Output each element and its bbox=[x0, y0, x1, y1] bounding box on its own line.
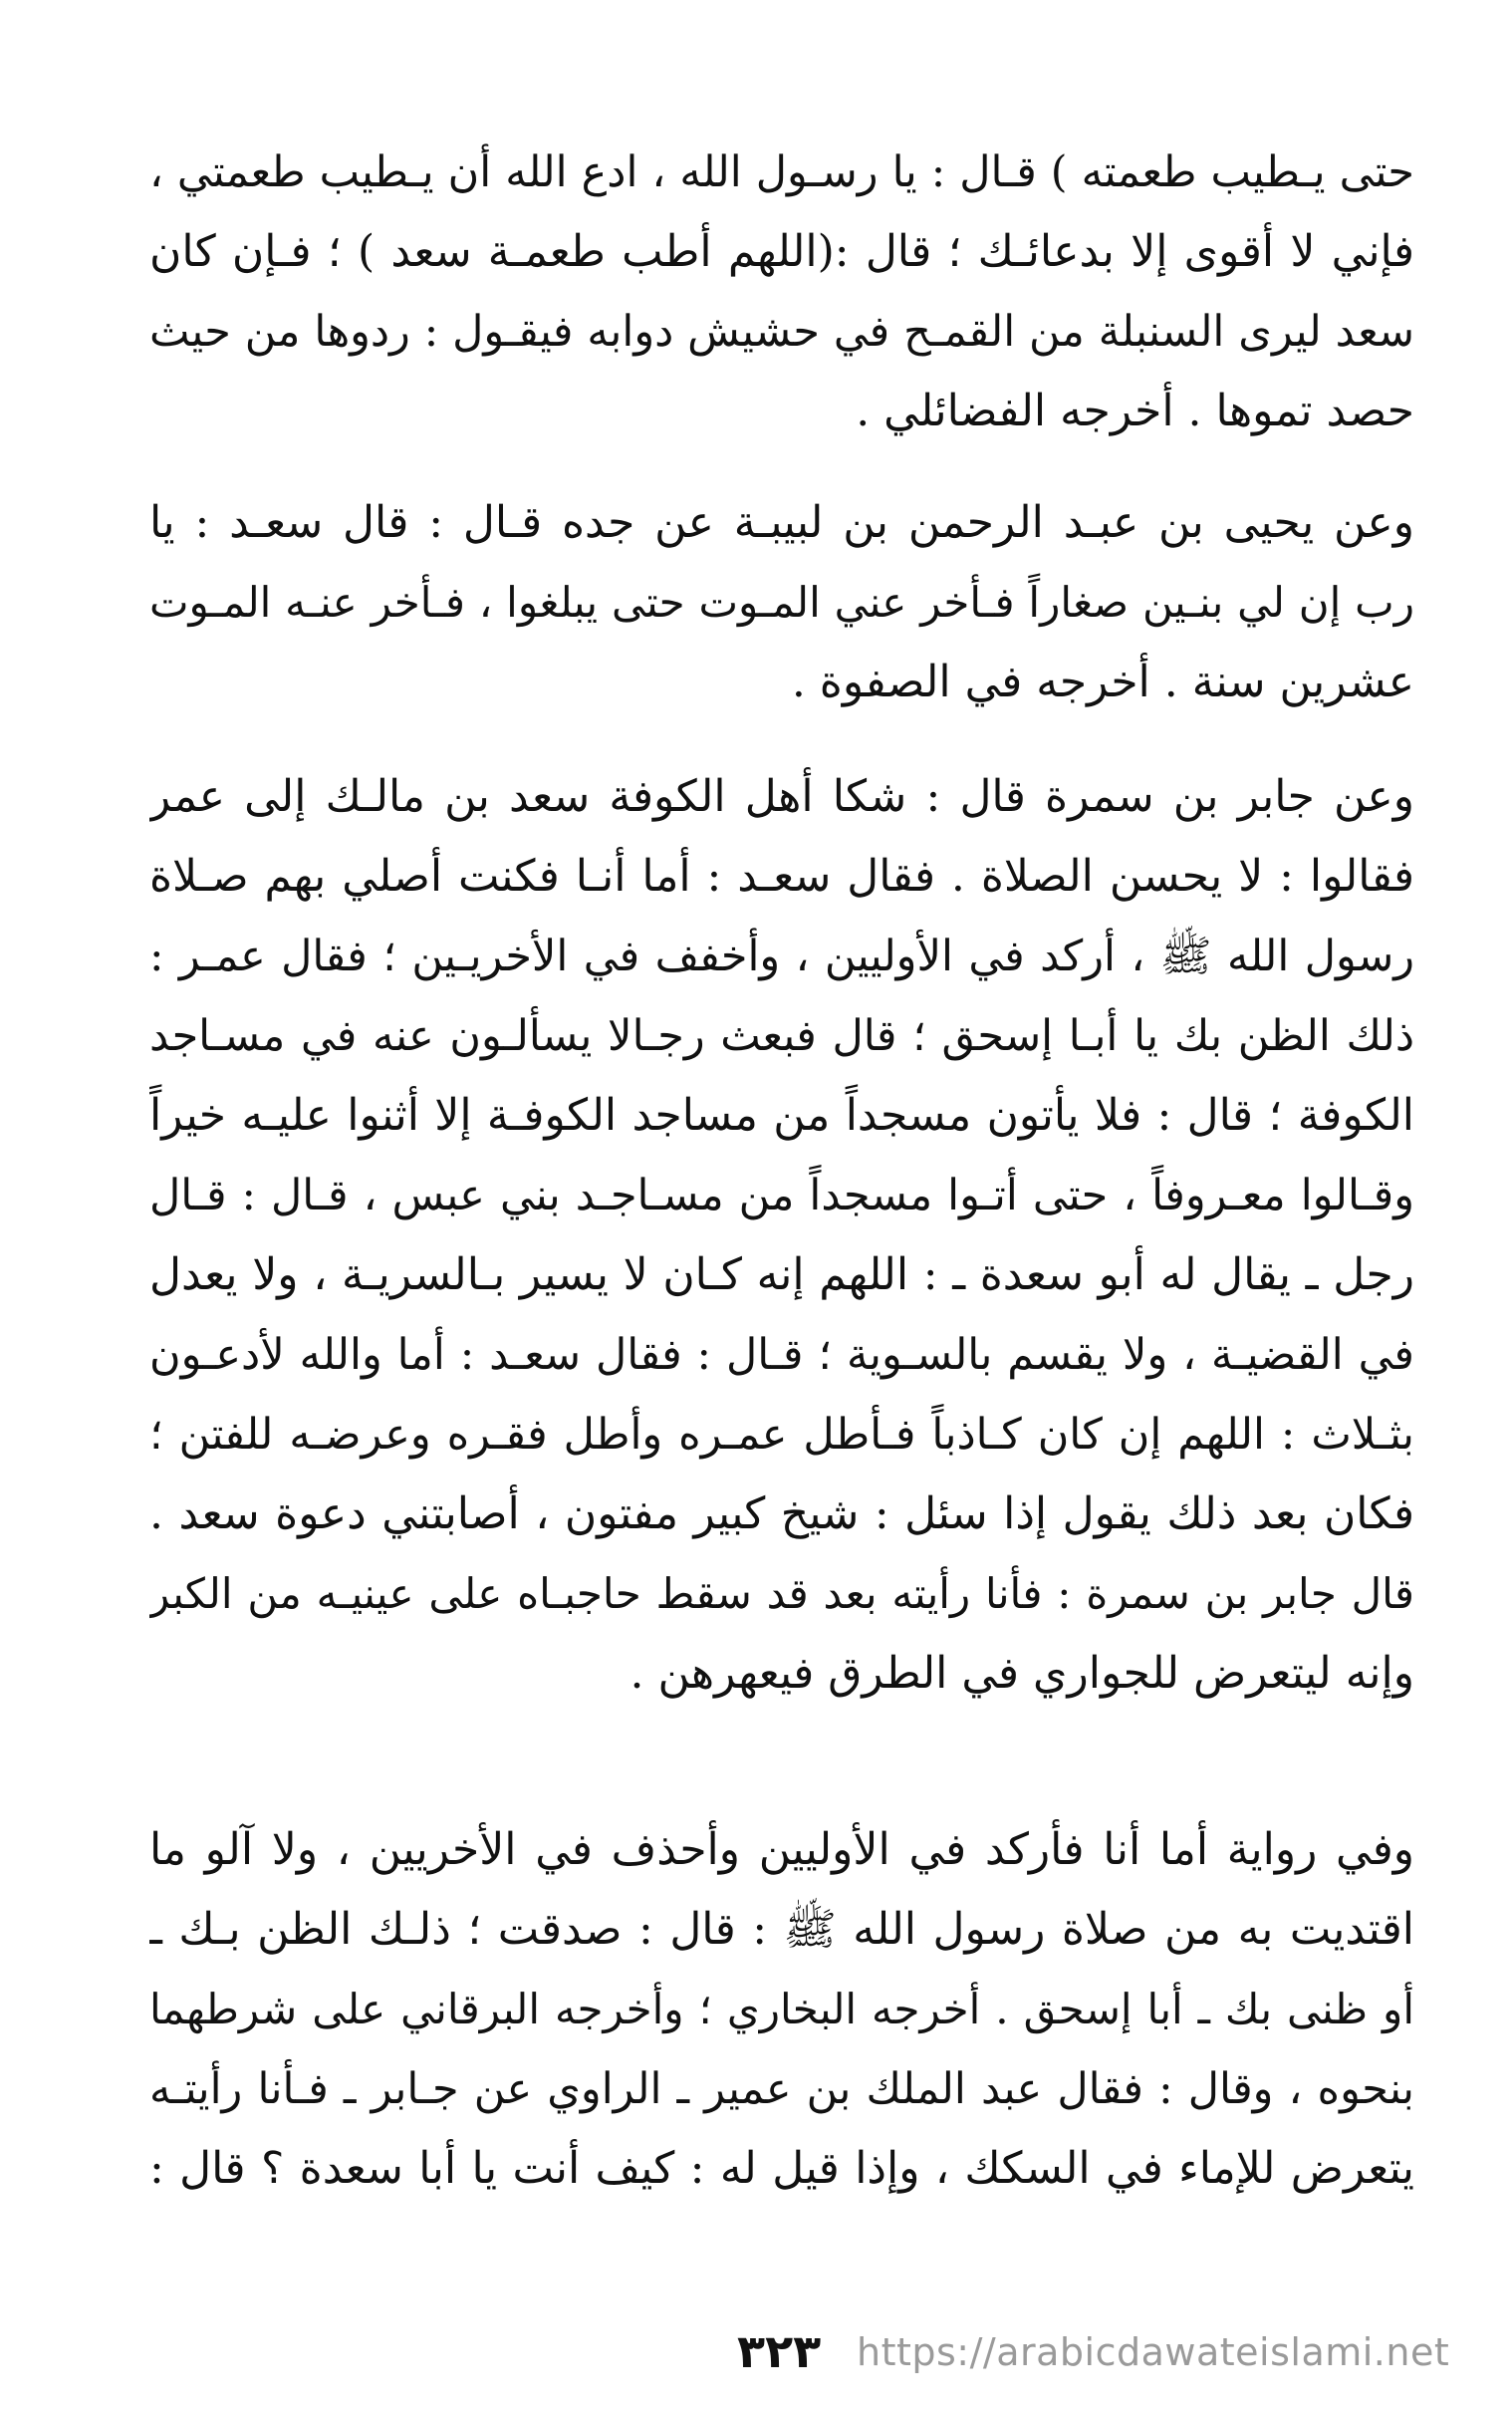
text-line: سعد ليرى السنبلة من القمـح في حشيش دوابه فيقـول : ردوها من حيث bbox=[149, 307, 1414, 357]
text-line: وقـالوا معـروفاً ، حتى أتـوا مسجداً من مسـاجـد بني عبس ، قـال : قـال bbox=[149, 1171, 1414, 1220]
text-line: ذلك الظن بك يا أبـا إسحق ؛ قال فبعث رجـالا يسألـون عنه في مسـاجد bbox=[149, 1011, 1414, 1061]
text-line: يتعرض للإماء في السكك ، وإذا قيل له : كيف أنت يا أبا سعدة ؟ قال : bbox=[149, 2143, 1414, 2194]
text-line: في القضيـة ، ولا يقسم بالسـوية ؛ قـال : فقال سعـد : أما والله لأدعـون bbox=[149, 1330, 1414, 1380]
text-line: أو ظنى بك ـ أبا إسحق . أخرجه البخاري ؛ وأخرجه البرقاني على شرطهما bbox=[149, 1985, 1414, 2033]
paragraph-4 bbox=[149, 1810, 1414, 2209]
text-line: فكان بعد ذلك يقول إذا سئل : شيخ كبير مفتون ، أصابتني دعوة سعد . bbox=[149, 1488, 1414, 1539]
text-line: فإني لا أقوى إلا بدعائـك ؛ قال :(اللهم أطب طعمـة سعد ) ؛ فـإن كان bbox=[149, 226, 1414, 277]
paragraph-1 bbox=[149, 133, 1414, 451]
text-line: رب إن لي بنـين صغاراً فـأخر عني المـوت حتى يبلغوا ، فـأخر عنـه المـوت bbox=[149, 578, 1414, 627]
text-line: وعن يحيى بن عبـد الرحمن بن لبيبـة عن جده قـال : قال سعـد : يا bbox=[149, 497, 1414, 548]
text-line: اقتديت به من صلاة رسول الله ﷺ : قال : صدقت ؛ ذلـك الظن بـك ـ bbox=[149, 1904, 1414, 1955]
text-line: رجل ـ يقال له أبو سعدة ـ : اللهم إنه كـان لا يسير بـالسريـة ، ولا يعدل bbox=[149, 1249, 1414, 1300]
text-line: حصد تموها . أخرجه الفضائلي . bbox=[856, 386, 1414, 436]
paragraph-3 bbox=[149, 757, 1414, 1714]
text-line: قال جابر بن سمرة : فأنا رأيته بعد قد سقط حاجبـاه على عينيـه من الكبر bbox=[149, 1569, 1414, 1618]
text-line: حتى يـطيب طعمته ) قـال : يا رسـول الله ، ادع الله أن يـطيب طعمتي ، bbox=[149, 147, 1414, 197]
text-line: عشرين سنة . أخرجه في الصفوة . bbox=[791, 657, 1414, 707]
text-line: وفي رواية أما أنا فأركد في الأوليين وأحذف في الأخريين ، ولا آلو ما bbox=[149, 1824, 1414, 1875]
text-line: وعن جابر بن سمرة قال : شكا أهل الكوفة سعد بن مالـك إلى عمر bbox=[149, 771, 1414, 822]
text-line: فقالوا : لا يحسن الصلاة . فقال سعـد : أما أنـا فكنت أصلي بهم صـلاة bbox=[149, 851, 1414, 902]
paragraph-2 bbox=[149, 483, 1414, 722]
watermark-url: https://arabicdawateislami.net bbox=[857, 2330, 1450, 2374]
text-line: وإنه ليتعرض للجواري في الطرق فيعهرهن . bbox=[630, 1648, 1414, 1699]
text-line: بنحوه ، وقال : فقال عبد الملك بن عمير ـ الراوي عن جـابر ـ فـأنا رأيتـه bbox=[149, 2064, 1414, 2114]
text-line: بثـلاث : اللهم إن كان كـاذباً فـأطل عمـره وأطل فقـره وعرضـه للفتن ؛ bbox=[149, 1410, 1414, 1460]
text-line: رسول الله ﷺ ، أركد في الأوليين ، وأخفف في الأخريـين ؛ فقال عمـر : bbox=[149, 932, 1414, 981]
page-footer bbox=[0, 2316, 1512, 2386]
page-number: ٣٢٣ bbox=[737, 2324, 822, 2378]
text-line: الكوفة ؛ قال : فلا يأتون مسجداً من مساجد الكوفـة إلا أثنوا عليـه خيراً bbox=[149, 1090, 1414, 1141]
